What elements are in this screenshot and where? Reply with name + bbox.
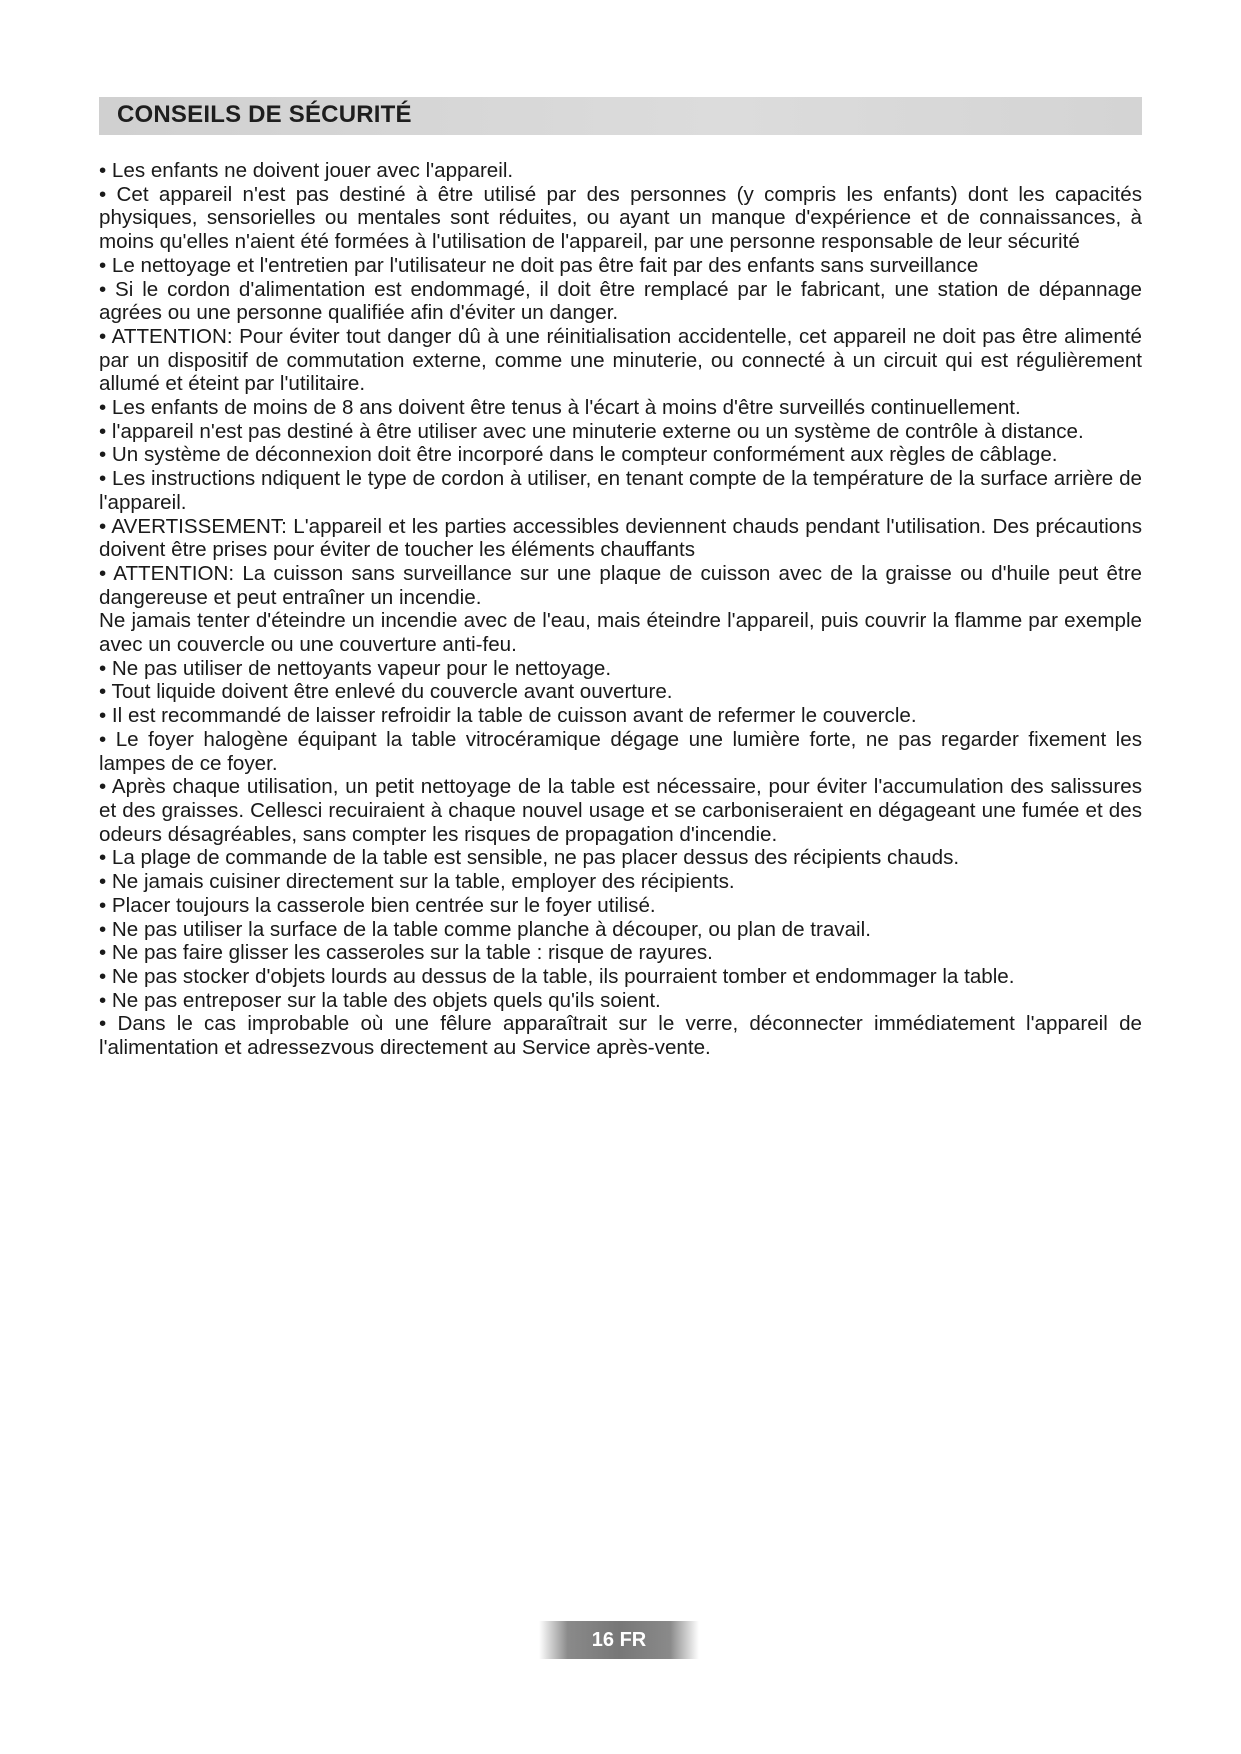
safety-item: • Un système de déconnexion doit être incorporé dans le compteur conformément aux règles de câblage. bbox=[99, 443, 1058, 467]
safety-item: • Les instructions ndiquent le type de cordon à utiliser, en tenant compte de la température de la surface arrière de l'appareil. bbox=[99, 467, 1142, 514]
safety-item: • La plage de commande de la table est sensible, ne pas placer dessus des récipients chauds. bbox=[99, 846, 960, 870]
safety-item: • ATTENTION: La cuisson sans surveillance sur une plaque de cuisson avec de la graisse ou d'huile peut être dangereuse et peut entraîner un incendie. bbox=[99, 561, 1142, 609]
safety-item: • Dans le cas improbable où une fêlure apparaîtrait sur le verre, déconnecter immédiatement l'appareil de l'alimentation et adressezvous directement au Service après-vente. bbox=[99, 1012, 1142, 1060]
safety-item: Ne jamais tenter d'éteindre un incendie avec de l'eau, mais éteindre l'appareil, puis couvrir la flamme par exemple avec un couvercle ou une couverture anti-feu. bbox=[99, 609, 1142, 657]
safety-item: • Placer toujours la casserole bien centrée sur le foyer utilisé. bbox=[99, 893, 656, 917]
safety-item: • ATTENTION: Pour éviter tout danger dû à une réinitialisation accidentelle, cet appareil ne doit pas être alimenté par un dispositif de commutation externe, comme une minuterie, ou connecté à un circuit qui est régulièrement allumé et éteint par l'utilitaire. bbox=[99, 324, 1142, 396]
safety-item: • Si le cordon d'alimentation est endommagé, il doit être remplacé par le fabricant, une station de dépannage agrées ou une personne qualifiée afin d'éviter un danger. bbox=[99, 277, 1142, 325]
safety-item: • AVERTISSEMENT: L'appareil et les parties accessibles deviennent chauds pendant l'utilisation. Des précautions doivent être prises pour éviter de toucher les éléments chauffants bbox=[99, 514, 1142, 562]
safety-item: • Le nettoyage et l'entretien par l'utilisateur ne doit pas être fait par des enfants sans surveillance bbox=[99, 253, 979, 277]
page-number: 16 FR bbox=[591, 1629, 647, 1651]
safety-instructions bbox=[99, 159, 1142, 1060]
safety-item: • Après chaque utilisation, un petit nettoyage de la table est nécessaire, pour éviter l'accumulation des salissures et des graisses. Cellesci recuiraient à chaque nouvel usage et se carboniseraient en dégageant une fumée et des odeurs désagréables, sans compter les risques de propagation d'incendie. bbox=[99, 775, 1142, 846]
safety-item: • Les enfants ne doivent jouer avec l'appareil. bbox=[99, 159, 514, 182]
safety-item: • Cet appareil n'est pas destiné à être utilisé par des personnes (y compris les enfants) dont les capacités physiques, sensorielles ou mentales sont réduites, ou ayant un manque d'expérience et de connaissances, à moins qu'elles n'aient été formées à l'utilisation de l'appareil, par une personne responsable de leur sécurité bbox=[99, 182, 1142, 254]
safety-item: • Ne pas stocker d'objets lourds au dessus de la table, ils pourraient tomber et endommager la table. bbox=[99, 964, 1015, 988]
page-number-badge bbox=[539, 1621, 699, 1659]
safety-item: • Tout liquide doivent être enlevé du couvercle avant ouverture. bbox=[99, 680, 673, 704]
safety-item: • Il est recommandé de laisser refroidir la table de cuisson avant de refermer le couvercle. bbox=[99, 704, 917, 728]
safety-item: • Ne pas entreposer sur la table des objets quels qu'ils soient. bbox=[99, 988, 661, 1012]
section-header-bar bbox=[99, 97, 1142, 135]
safety-item: • Le foyer halogène équipant la table vitrocéramique dégage une lumière forte, ne pas regarder fixement les lampes de ce foyer. bbox=[99, 727, 1142, 775]
safety-item: • Ne pas faire glisser les casseroles sur la table : risque de rayures. bbox=[99, 941, 713, 965]
safety-item: • Ne pas utiliser de nettoyants vapeur pour le nettoyage. bbox=[99, 656, 612, 680]
safety-item: • l'appareil n'est pas destiné à être utiliser avec une minuterie externe ou un système de contrôle à distance. bbox=[99, 419, 1084, 443]
safety-item: • Les enfants de moins de 8 ans doivent être tenus à l'écart à moins d'être surveillés continuellement. bbox=[99, 396, 1021, 420]
safety-item: • Ne jamais cuisiner directement sur la table, employer des récipients. bbox=[99, 870, 735, 894]
safety-item: • Ne pas utiliser la surface de la table comme planche à découper, ou plan de travail. bbox=[99, 917, 871, 941]
page-title: CONSEILS DE SÉCURITÉ bbox=[117, 101, 412, 128]
